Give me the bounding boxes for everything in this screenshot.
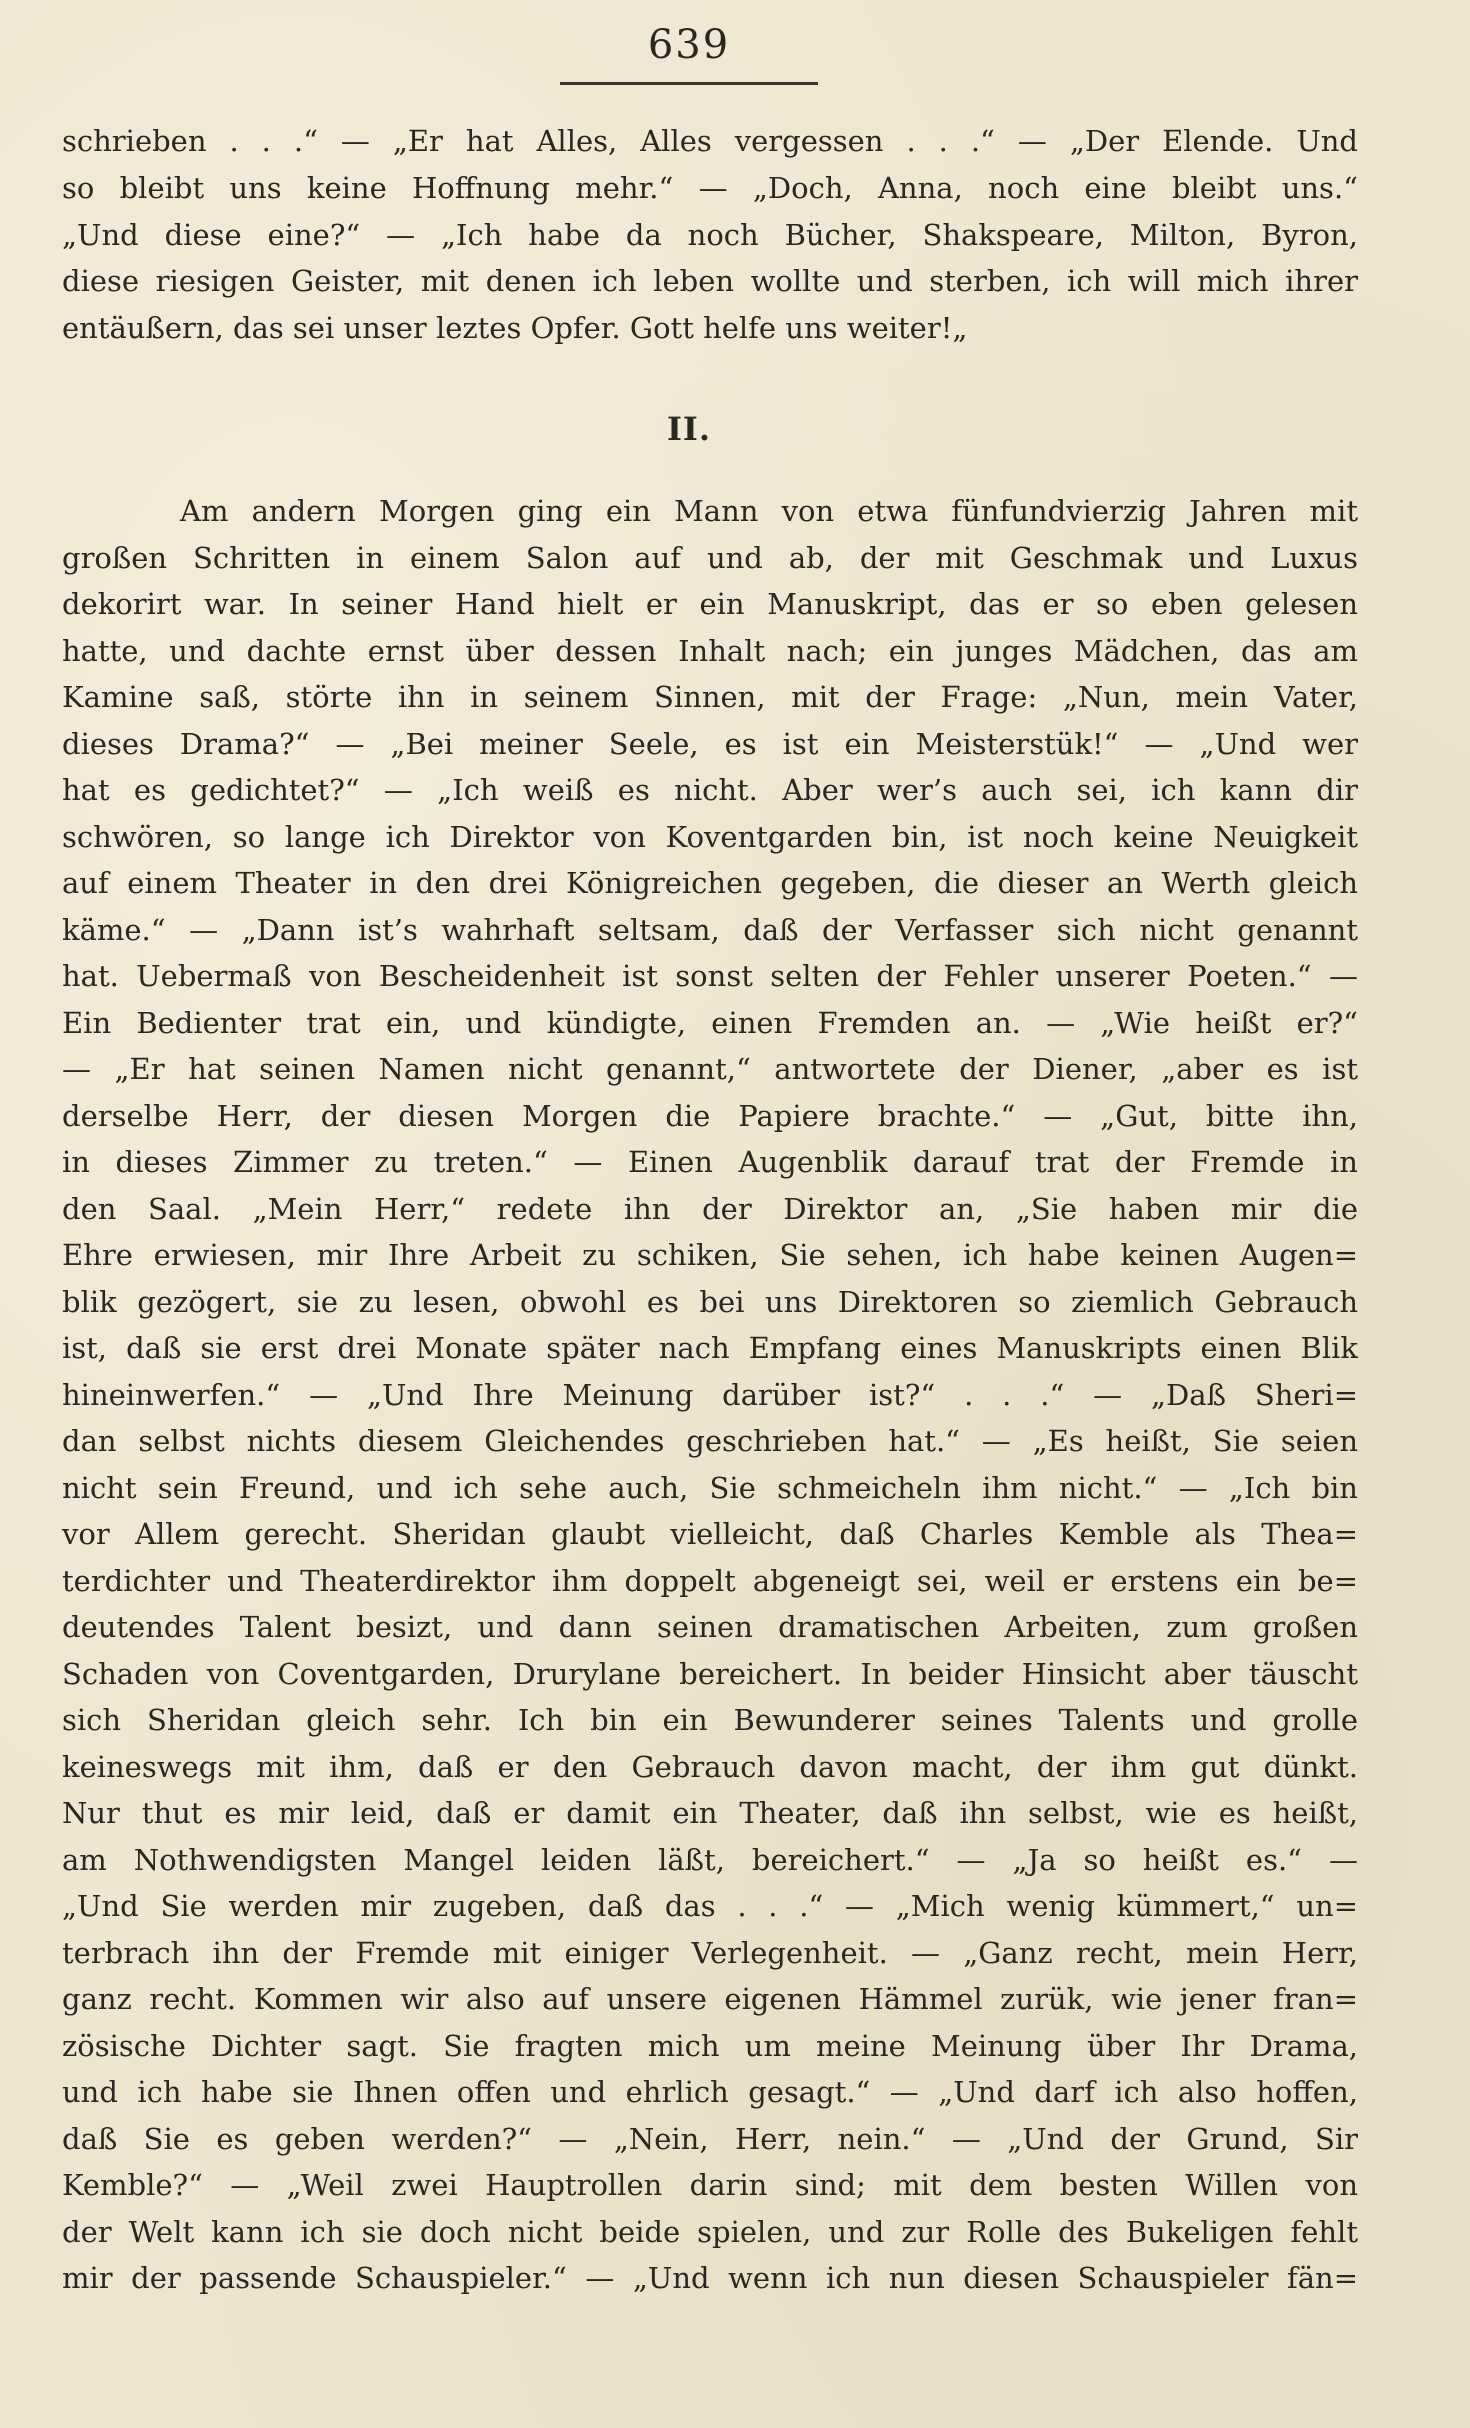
text-line: terbrach ihn der Fremde mit einiger Verlegenheit. — „Ganz recht, mein Herr, — [62, 1935, 1358, 1970]
text-line: zösische Dichter sagt. Sie fragten mich um meine Meinung über Ihr Drama, — [62, 2028, 1358, 2063]
text-line: Nur thut es mir leid, daß er damit ein Theater, daß ihn selbst, wie es heißt, — [62, 1796, 1358, 1830]
text-line: der Welt kann ich sie doch nicht beide spielen, und zur Rolle des Bukeligen fehlt — [62, 2214, 1358, 2249]
text-line: Kemble?“ — „Weil zwei Hauptrollen darin sind; mit dem besten Willen von — [62, 2168, 1358, 2202]
text-line: ganz recht. Kommen wir also auf unsere eigenen Hämmel zurük, wie jener fran= — [62, 1982, 1358, 2016]
text-line: vor Allem gerecht. Sheridan glaubt vielleicht, daß Charles Kemble als Thea= — [62, 1517, 1358, 1551]
text-line: deutendes Talent besizt, und dann seinen dramatischen Arbeiten, zum großen — [62, 1610, 1358, 1644]
section-heading: II. — [666, 410, 712, 448]
page-number: 639 — [647, 22, 731, 68]
text-line: dan selbst nichts diesem Gleichendes geschrieben hat.“ — „Es heißt, Sie seien — [62, 1424, 1358, 1458]
text-line: ist, daß sie erst drei Monate später nach Empfang eines Manuskripts einen Blik — [62, 1331, 1358, 1365]
text-line: dieses Drama?“ — „Bei meiner Seele, es ist ein Meisterstük!“ — „Und wer — [62, 726, 1358, 761]
main-paragraph — [62, 488, 1358, 2302]
text-line: Ehre erwiesen, mir Ihre Arbeit zu schiken, Sie sehen, ich habe keinen Augen= — [62, 1238, 1358, 1272]
text-line: hatte, und dachte ernst über dessen Inhalt nach; ein junges Mädchen, das am — [62, 633, 1358, 668]
text-line: Am andern Morgen ging ein Mann von etwa fünfundvierzig Jahren mit — [180, 494, 1358, 528]
text-line: käme.“ — „Dann ist’s wahrhaft seltsam, daß der Verfasser sich nicht genannt — [62, 912, 1358, 947]
text-line: „Und Sie werden mir zugeben, daß das . . .“ — „Mich wenig kümmert,“ un= — [62, 1889, 1358, 1923]
text-line: dekorirt war. In seiner Hand hielt er ein Manuskript, das er so eben gelesen — [62, 587, 1358, 621]
text-line: hat es gedichtet?“ — „Ich weiß es nicht. Aber wer’s auch sei, ich kann dir — [62, 773, 1358, 807]
text-line: schrieben . . .“ — „Er hat Alles, Alles vergessen . . .“ — „Der Elende. Und — [62, 124, 1358, 158]
text-line: hat. Uebermaß von Bescheidenheit ist sonst selten der Fehler unserer Poeten.“ — — [62, 959, 1358, 993]
text-line: und ich habe sie Ihnen offen und ehrlich gesagt.“ — „Und darf ich also hoffen, — [62, 2075, 1358, 2109]
text-line: sich Sheridan gleich sehr. Ich bin ein Bewunderer seines Talents und grolle — [62, 1703, 1358, 1737]
text-line: blik gezögert, sie zu lesen, obwohl es bei uns Direktoren so ziemlich Gebrauch — [62, 1284, 1358, 1319]
text-line: nicht sein Freund, und ich sehe auch, Sie schmeicheln ihm nicht.“ — „Ich bin — [62, 1470, 1358, 1505]
text-line: — „Er hat seinen Namen nicht genannt,“ antwortete der Diener, „aber es ist — [62, 1052, 1358, 1086]
text-line: den Saal. „Mein Herr,“ redete ihn der Direktor an, „Sie haben mir die — [62, 1191, 1358, 1226]
header-rule — [560, 82, 818, 85]
text-line: diese riesigen Geister, mit denen ich leben wollte und sterben, ich will mich ihrer — [62, 264, 1358, 299]
text-line: terdichter und Theaterdirektor ihm doppelt abgeneigt sei, weil er erstens ein be= — [62, 1563, 1358, 1598]
text-line: derselbe Herr, der diesen Morgen die Papiere brachte.“ — „Gut, bitte ihn, — [62, 1098, 1358, 1133]
top-paragraph — [62, 118, 1358, 352]
text-line: „Und diese eine?“ — „Ich habe da noch Bücher, Shakspeare, Milton, Byron, — [62, 217, 1358, 252]
text-line: so bleibt uns keine Hoffnung mehr.“ — „Doch, Anna, noch eine bleibt uns.“ — [62, 170, 1358, 205]
text-line: großen Schritten in einem Salon auf und ab, der mit Geschmak und Luxus — [62, 540, 1358, 575]
text-line: auf einem Theater in den drei Königreichen gegeben, die dieser an Werth gleich — [62, 866, 1358, 900]
text-line: entäußern, das sei unser leztes Opfer. Gott helfe uns weiter!„ — [62, 311, 968, 346]
text-line: Schaden von Coventgarden, Drurylane bereichert. In beider Hinsicht aber täuscht — [62, 1656, 1358, 1691]
text-line: daß Sie es geben werden?“ — „Nein, Herr, nein.“ — „Und der Grund, Sir — [62, 2121, 1358, 2156]
text-line: in dieses Zimmer zu treten.“ — Einen Augenblik darauf trat der Fremde in — [62, 1145, 1358, 1179]
text-line: am Nothwendigsten Mangel leiden läßt, bereichert.“ — „Ja so heißt es.“ — — [62, 1842, 1358, 1877]
text-line: Kamine saß, störte ihn in seinem Sinnen, mit der Frage: „Nun, mein Vater, — [62, 680, 1358, 714]
text-line: mir der passende Schauspieler.“ — „Und wenn ich nun diesen Schauspieler fän= — [62, 2261, 1358, 2295]
text-line: Ein Bedienter trat ein, und kündigte, einen Fremden an. — „Wie heißt er?“ — [62, 1005, 1358, 1040]
text-line: keineswegs mit ihm, daß er den Gebrauch davon macht, der ihm gut dünkt. — [62, 1749, 1358, 1784]
text-line: schwören, so lange ich Direktor von Koventgarden bin, ist noch keine Neuigkeit — [62, 819, 1358, 854]
text-line: hineinwerfen.“ — „Und Ihre Meinung darüber ist?“ . . .“ — „Daß Sheri= — [62, 1377, 1358, 1412]
